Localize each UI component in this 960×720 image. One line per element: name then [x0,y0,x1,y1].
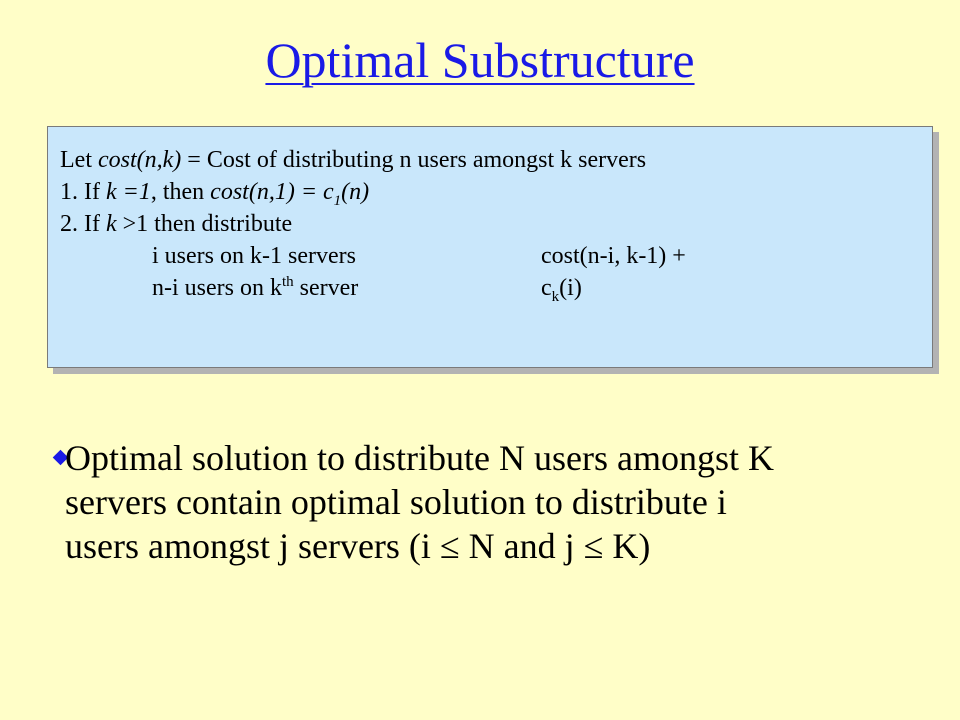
slide-title [0,24,960,96]
line2-tail: (n) [341,179,370,205]
line5-right-sub: k [551,288,560,305]
definition-line-4-right: cost(n-i, k-1) + [541,243,686,269]
line3-rest: >1 then distribute [116,211,293,237]
line2-prefix: 1. If [60,179,106,205]
line2-cond: k =1 [105,179,151,205]
line5-left-sup: th [281,274,294,290]
line2-sub: 1 [333,192,342,209]
line5-left-suffix: server [293,275,359,301]
line2-expr: cost(n,1) = c [210,179,334,205]
definition-line-1 [60,144,646,176]
line2-middle: , then [150,179,211,205]
definition-box [47,126,933,368]
definition-line-5-left [152,272,358,304]
slide-title-text: Optimal Substructure [265,32,695,88]
line1-prefix: Let [60,147,98,173]
definition-line-5-right [541,272,582,304]
line1-rest: = Cost of distributing n users amongst k servers [181,147,647,173]
line3-prefix: 2. If [60,211,106,237]
line1-expr: cost(n,k) [97,147,182,173]
definition-line-4-left: i users on k-1 servers [152,243,356,269]
line3-cond: k [105,211,117,237]
bullet-text: Optimal solution to distribute N users amongst K servers contain optimal solution to distribute i users amongst j servers (i ≤ N and j ≤ K) [65,438,774,566]
definition-line-2 [60,176,369,208]
line5-left-prefix: n-i users on k [152,275,282,301]
line5-right-tail: (i) [559,275,582,301]
definition-line-3 [60,208,292,240]
line5-right-base: c [541,275,552,301]
